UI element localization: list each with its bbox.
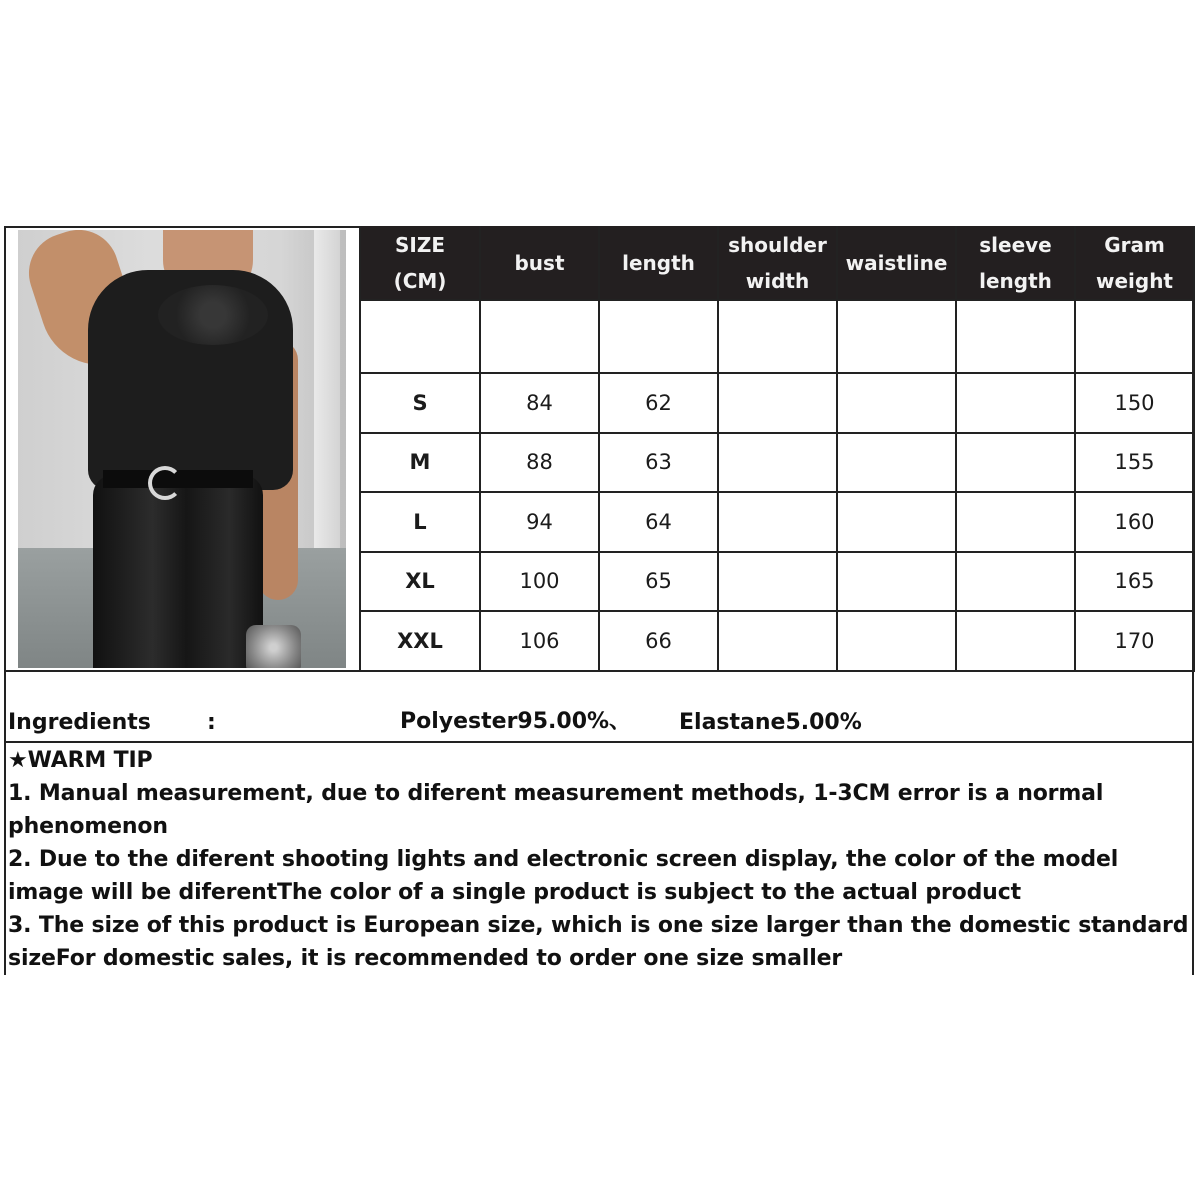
header-bust: bust [480, 226, 599, 300]
table-cell [837, 300, 956, 373]
sleeve-length-cell [956, 552, 1075, 612]
warm-tip-line: 2. Due to the diferent shooting lights and electronic screen display, the color of the model [8, 847, 1119, 872]
warm-tip-line: phenomenon [8, 814, 168, 839]
waistline-cell [837, 552, 956, 612]
waistline-cell [837, 433, 956, 493]
table-row-xl [361, 552, 1194, 612]
gram-weight-cell: 160 [1075, 492, 1194, 552]
sleeve-length-cell [956, 373, 1075, 433]
shoulder-width-cell [718, 552, 837, 612]
header-shoulder-width: shoulder width [718, 226, 837, 300]
bust-cell: 100 [480, 552, 599, 612]
sleeve-length-cell [956, 433, 1075, 493]
size-cell: L [361, 492, 480, 552]
header-gram-weight: Gram weight [1075, 226, 1194, 300]
table-row-m [361, 433, 1194, 493]
warm-tip-line: sizeFor domestic sales, it is recommended to order one size smaller [8, 946, 843, 971]
table-cell [599, 300, 718, 373]
bust-cell: 88 [480, 433, 599, 493]
table-row-s [361, 373, 1194, 433]
warm-tip-line: 3. The size of this product is European size, which is one size larger than the domestic standard [8, 913, 1189, 938]
leather-pants-shape [93, 475, 263, 668]
sleeve-length-cell [956, 611, 1075, 671]
gram-weight-cell: 150 [1075, 373, 1194, 433]
table-cell [480, 300, 599, 373]
handbag-shape [246, 625, 301, 668]
product-photo-cell [4, 226, 361, 670]
length-cell: 64 [599, 492, 718, 552]
bust-cell: 84 [480, 373, 599, 433]
shoulder-width-cell [718, 373, 837, 433]
curtain-shape [314, 230, 340, 560]
size-cell: S [361, 373, 480, 433]
table-row-blank [361, 300, 1194, 373]
waistline-cell [837, 611, 956, 671]
table-row-xxl [361, 611, 1194, 671]
ingredients-row [4, 670, 1194, 743]
warm-tip-section [4, 743, 1194, 975]
shoulder-width-cell [718, 433, 837, 493]
length-cell: 65 [599, 552, 718, 612]
warm-tip-line: 1. Manual measurement, due to diferent measurement methods, 1-3CM error is a normal [8, 781, 1104, 806]
bust-cell: 106 [480, 611, 599, 671]
shoulder-width-cell [718, 492, 837, 552]
ingredient-elastane: Elastane5.00% [679, 710, 862, 735]
header-sleeve-length: sleeve length [956, 226, 1075, 300]
header-waistline: waistline [837, 226, 956, 300]
sleeve-length-cell [956, 492, 1075, 552]
length-cell: 62 [599, 373, 718, 433]
ingredients-colon: : [207, 710, 216, 735]
length-cell: 66 [599, 611, 718, 671]
belt-buckle-icon [148, 466, 182, 500]
size-cell: XL [361, 552, 480, 612]
warm-tip-line: image will be diferentThe color of a single product is subject to the actual product [8, 880, 1021, 905]
warm-tip-title: ★WARM TIP [8, 748, 153, 773]
table-cell [718, 300, 837, 373]
waistline-cell [837, 373, 956, 433]
table-cell [361, 300, 480, 373]
shoulder-width-cell [718, 611, 837, 671]
gram-weight-cell: 155 [1075, 433, 1194, 493]
gram-weight-cell: 165 [1075, 552, 1194, 612]
size-cell: M [361, 433, 480, 493]
table-header-row [361, 226, 1194, 300]
header-length: length [599, 226, 718, 300]
table-row-l [361, 492, 1194, 552]
product-photo [18, 230, 346, 668]
table-cell [956, 300, 1075, 373]
table-cell [1075, 300, 1194, 373]
gram-weight-cell: 170 [1075, 611, 1194, 671]
bust-cell: 94 [480, 492, 599, 552]
ingredient-polyester: Polyester95.00%、 [400, 709, 632, 734]
header-size: SIZE (CM) [361, 226, 480, 300]
size-table [361, 226, 1195, 672]
length-cell: 63 [599, 433, 718, 493]
lace-neckline-shape [158, 285, 268, 345]
waistline-cell [837, 492, 956, 552]
size-cell: XXL [361, 611, 480, 671]
ingredients-label: Ingredients [8, 710, 151, 735]
